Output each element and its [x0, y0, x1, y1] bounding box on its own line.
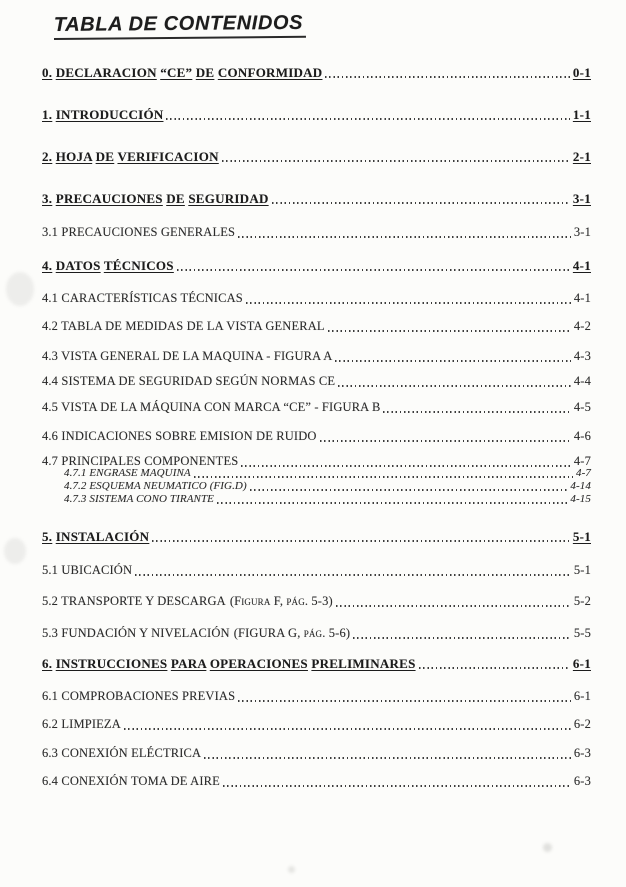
- toc-entry: [42, 562, 591, 579]
- leader-dots: [250, 489, 568, 491]
- toc-entry: [42, 290, 591, 307]
- toc-entry: [42, 190, 591, 207]
- toc-entry-title: 5.2 TRANSPORTE Y DESCARGA: [42, 594, 226, 608]
- leader-dots: [320, 440, 571, 442]
- page-number: 5-1: [573, 563, 591, 577]
- toc-entry: [42, 428, 591, 445]
- toc-entry-title: 6.1 COMPROBACIONES PREVIAS: [42, 689, 236, 703]
- leader-dots: [177, 269, 570, 271]
- toc-entry: [64, 480, 591, 493]
- toc-entry-title: 6.2 LIMPIEZA: [42, 717, 121, 731]
- toc-entry-title: 4.2 TABLA DE MEDIDAS DE LA VISTA GENERAL: [42, 319, 325, 333]
- toc-entry: [42, 106, 591, 123]
- document-title: TABLA DE CONTENIDOS: [54, 12, 306, 40]
- scan-smudge: [4, 538, 26, 564]
- page-number: 4-6: [573, 429, 591, 443]
- leader-dots: [124, 728, 571, 730]
- leader-dots: [383, 411, 570, 413]
- toc-entry: [42, 148, 591, 165]
- toc-entry: [64, 467, 591, 480]
- toc-entry: [42, 528, 591, 545]
- page-number: 6-1: [572, 656, 591, 671]
- toc-entry-title: 0. DECLARACION “CE” DE CONFORMIDAD: [42, 65, 323, 80]
- page-number: 0-1: [572, 65, 591, 80]
- leader-dots: [152, 540, 570, 542]
- scan-smudge: [288, 866, 295, 873]
- leader-dots: [238, 700, 571, 702]
- page-number: 4-3: [573, 349, 591, 363]
- toc-entry: [42, 773, 591, 790]
- page-number: 3-1: [572, 191, 591, 206]
- toc-entry-title: 5.3 FUNDACIÓN Y NIVELACIÓN: [42, 626, 230, 640]
- leader-dots: [204, 757, 571, 759]
- toc-entry: [42, 716, 591, 733]
- toc-entry-title: 4. DATOS TÉCNICOS: [42, 258, 174, 273]
- page-number: 4-4: [573, 374, 591, 388]
- page-number: 5-2: [573, 594, 591, 608]
- page-number: 6-3: [573, 774, 591, 788]
- toc-entry-title: 4.4 SISTEMA DE SEGURIDAD SEGÚN NORMAS CE: [42, 374, 336, 388]
- leader-dots: [328, 330, 571, 332]
- toc-entry: [42, 348, 591, 365]
- page-number: 4-7: [573, 454, 591, 468]
- toc-entry-title: 4.7 PRINCIPALES COMPONENTES: [42, 454, 239, 468]
- page-number: 4-2: [573, 319, 591, 333]
- toc-entry: [42, 655, 591, 672]
- scan-smudge: [6, 272, 34, 306]
- toc-entry-title: 4.5 VISTA DE LA MÁQUINA CON MARCA “CE” - FIGURA B: [42, 400, 381, 414]
- page-number: 6-1: [573, 689, 591, 703]
- page-number: 4-1: [573, 291, 591, 305]
- toc-entry: [42, 688, 591, 705]
- toc-entry-title: 4.6 INDICACIONES SOBRE EMISION DE RUIDO: [42, 429, 317, 443]
- page-number: 4-14: [570, 480, 591, 492]
- toc-entry-title: 4.7.2 ESQUEMA NEUMATICO (FIG.D): [64, 480, 247, 492]
- toc-entry-figure-ref: (Figura F, pág. 5-3): [229, 594, 333, 608]
- toc-entry: [42, 318, 591, 335]
- toc-entry-title: 2. HOJA DE VERIFICACION: [42, 149, 219, 164]
- page-number: 1-1: [572, 107, 591, 122]
- leader-dots: [246, 302, 571, 304]
- toc-entry-title: 6.3 CONEXIÓN ELÉCTRICA: [42, 746, 202, 760]
- toc-entry: [42, 373, 591, 390]
- toc-entry: [42, 745, 591, 762]
- page-number: 2-1: [572, 149, 591, 164]
- leader-dots: [272, 202, 570, 204]
- page-number: 4-5: [573, 400, 591, 414]
- leader-dots: [353, 637, 571, 639]
- toc-entry-title: 5.1 UBICACIÓN: [42, 563, 133, 577]
- leader-dots: [419, 667, 570, 669]
- toc-entry: [42, 64, 591, 81]
- leader-dots: [338, 385, 571, 387]
- leader-dots: [238, 236, 571, 238]
- toc-entry: [42, 625, 591, 642]
- page-number: 3-1: [573, 225, 591, 239]
- toc-entry: [42, 399, 591, 416]
- toc-entry-title: 4.7.1 ENGRASE MAQUINA: [64, 467, 191, 479]
- page-number: 4-7: [576, 467, 591, 479]
- toc-entry-title: 1. INTRODUCCIÓN: [42, 107, 164, 122]
- page-number: 4-1: [572, 258, 591, 273]
- toc-entry-title: 3. PRECAUCIONES DE SEGURIDAD: [42, 191, 269, 206]
- toc-entry-figure-ref: (FIGURA G, pág. 5-6): [233, 626, 351, 640]
- toc-entry-title: 3.1 PRECAUCIONES GENERALES: [42, 225, 236, 239]
- scan-smudge: [543, 843, 552, 852]
- leader-dots: [223, 785, 571, 787]
- page-number: 4-15: [570, 493, 591, 505]
- toc-entry-title: 4.1 CARACTERÍSTICAS TÉCNICAS: [42, 291, 243, 305]
- page-number: 6-2: [573, 717, 591, 731]
- leader-dots: [194, 476, 573, 478]
- leader-dots: [217, 502, 567, 504]
- leader-dots: [222, 160, 570, 162]
- leader-dots: [335, 360, 570, 362]
- leader-dots: [135, 574, 571, 576]
- page-number: 5-1: [572, 529, 591, 544]
- toc-entry-title: 5. INSTALACIÓN: [42, 529, 150, 544]
- toc-entry-title: 4.7.3 SISTEMA CONO TIRANTE: [64, 493, 214, 505]
- toc-entry-title: 6.4 CONEXIÓN TOMA DE AIRE: [42, 774, 220, 788]
- toc-entry: [42, 224, 591, 241]
- leader-dots: [325, 76, 569, 78]
- toc-entry: [42, 257, 591, 274]
- toc-entry: [42, 593, 591, 610]
- toc-entry-title: 6. INSTRUCCIONES PARA OPERACIONES PRELIMINARES: [42, 656, 416, 671]
- toc-entry-title: 4.3 VISTA GENERAL DE LA MAQUINA - FIGURA A: [42, 349, 333, 363]
- page-number: 6-3: [573, 746, 591, 760]
- leader-dots: [336, 605, 571, 607]
- leader-dots: [166, 118, 569, 120]
- page-number: 5-5: [573, 626, 591, 640]
- toc-entry: [64, 493, 591, 506]
